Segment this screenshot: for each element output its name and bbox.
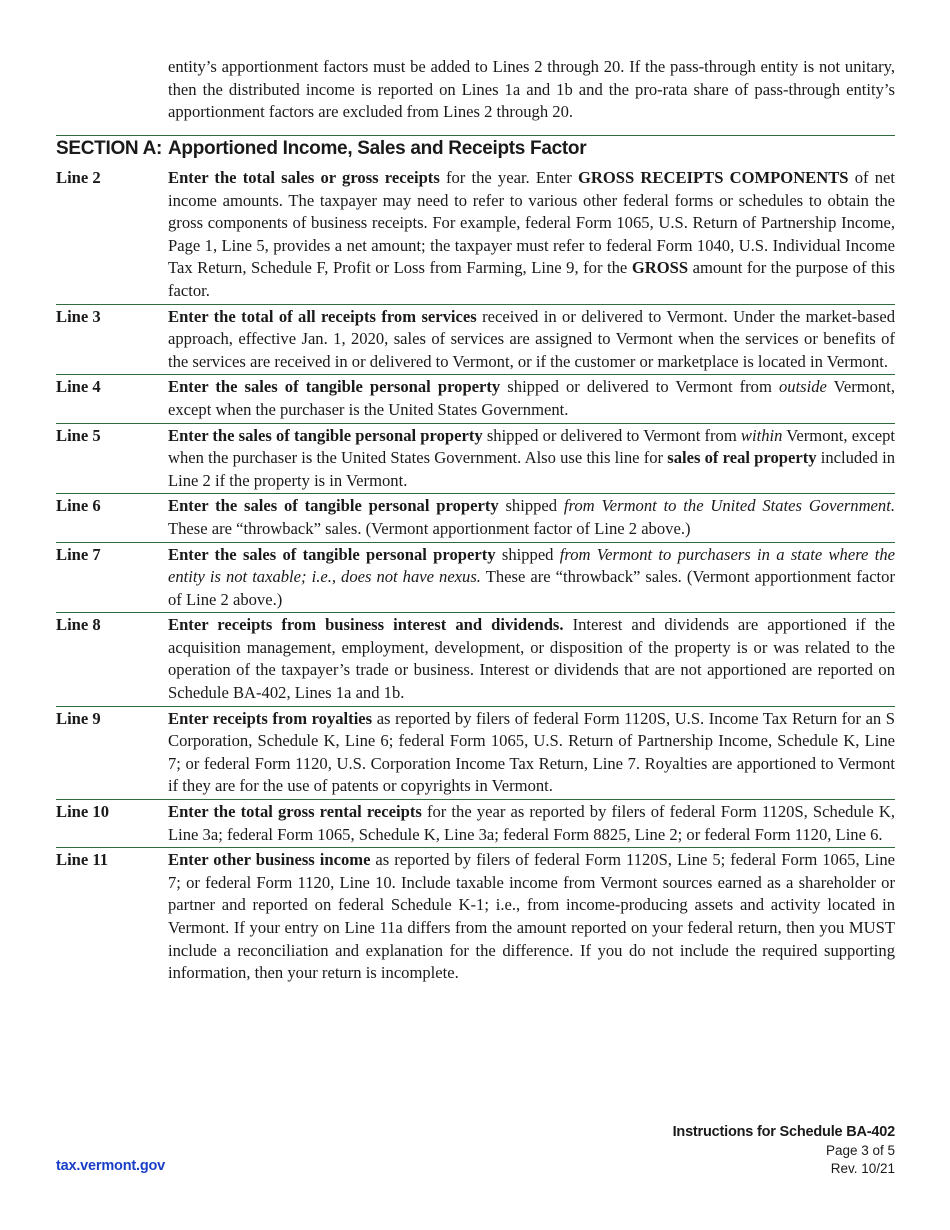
plain-text: Vermont, except when the purchaser is the United States Government. (168, 377, 895, 419)
plain-text: shipped or delivered to Vermont from (500, 377, 779, 397)
bold-text: Enter receipts from royalties (168, 708, 373, 728)
footer-title: Instructions for Schedule BA-402 (672, 1124, 895, 1140)
line-label: Line 3 (56, 306, 101, 326)
line-label: Line 5 (56, 425, 101, 445)
plain-text: for the year. Enter (439, 168, 578, 187)
section-title: Apportioned Income, Sales and Receipts Factor (168, 138, 587, 159)
line-text (168, 801, 895, 846)
plain-text: Interest and dividends are apportioned if the acquisition management, employment, development, or disposition of the property is or was related to the operation of the taxpayer’s trade or business. Interest or dividends that are not apportioned are reported on Schedule BA-402, Lines 1a and 1b. (168, 615, 895, 703)
bold-text: GROSS RECEIPTS COMPONENTS (578, 168, 849, 187)
bold-text: Enter the total gross rental receipts (168, 802, 422, 822)
line-label: Line 11 (56, 850, 109, 870)
line-instructions (56, 166, 895, 986)
line-text (168, 708, 895, 798)
bold-text: Enter the total sales or gross receipts (168, 168, 440, 187)
plain-text: of net income amounts. The taxpayer may need to refer to various other federal forms or schedules to obtain the gross components of business receipts. For example, federal Form 1065, U.S. Return of Partnership Income, Page 1, Line 5, provides a net amount; the taxpayer must refer to federal Form 1040, U.S. Individual Income Tax Return, Schedule F, Profit or Loss from Farming, Line 9, for the (168, 168, 895, 278)
plain-text: Vermont, except when the purchaser is the United States Government. Also use this line for (168, 425, 895, 468)
bold-text: Enter receipts from business interest and dividends. (168, 615, 564, 635)
line-label: Line 7 (56, 544, 101, 564)
italic-text: within (740, 425, 783, 445)
revision-date: Rev. 10/21 (830, 1161, 895, 1176)
line-label: Line 9 (56, 708, 101, 728)
italic-text: from Vermont to purchasers in a state where the entity is not taxable; i.e., does not have nexus. (168, 544, 895, 587)
bold-text: Enter the sales of tangible personal property (168, 496, 499, 516)
plain-text: for the year as reported by filers of federal Form 1120S, Schedule K, Line 3a; federal Form 1065, Schedule K, Line 3a; federal Form 8825, Line 2; or federal Form 1120, Line 6. (168, 802, 895, 844)
line-row (56, 612, 895, 705)
line-row (56, 423, 895, 494)
line-text (168, 544, 895, 612)
line-row (56, 847, 895, 986)
line-label: Line 8 (56, 615, 101, 635)
footer-info (673, 1122, 895, 1178)
bold-text: sales of real property (667, 448, 817, 468)
plain-text: included in Line 2 if the property is in Vermont. (168, 448, 895, 490)
plain-text: shipped (498, 496, 564, 516)
bold-text: Enter the sales of tangible personal property (168, 544, 496, 564)
page-number: Page 3 of 5 (825, 1143, 895, 1158)
plain-text: These are “throwback” sales. (Vermont apportionment factor of Line 2 above.) (168, 518, 691, 538)
line-label: Line 2 (56, 168, 101, 187)
bold-text: Enter the sales of tangible personal property (168, 425, 483, 445)
line-row (56, 542, 895, 613)
plain-text: as reported by filers of federal Form 1120S, U.S. Income Tax Return for an S Corporation, Schedule K, Line 6; federal Form 1065, U.S. Return of Partnership Income, Schedule K, Line 7; or federal Form 1120, U.S. Corporation Income Tax Return, Line 7. Royalties are apportioned to Vermont if they are for the use of patents or copyrights in Vermont. (168, 708, 896, 796)
line-row (56, 493, 895, 541)
line-label: Line 10 (56, 802, 110, 822)
plain-text: received in or delivered to Vermont. Under the market-based approach, effective Jan. 1, 2020, sales of services are assigned to Vermont when the services or benefits of the services are received in or delivered to Vermont, or if the customer or marketplace is located in Vermont. (168, 306, 895, 371)
italic-text: outside (778, 377, 827, 397)
plain-text: amount for the purpose of this factor. (168, 258, 895, 300)
website-link[interactable]: tax.vermont.gov (56, 1158, 165, 1174)
bold-text: Enter the total of all receipts from services (168, 306, 477, 326)
line-row (56, 374, 895, 422)
line-row (56, 799, 895, 847)
bold-text: GROSS (631, 258, 689, 278)
line-text (168, 167, 895, 303)
line-row (56, 166, 895, 304)
plain-text: shipped or delivered to Vermont from (482, 425, 741, 445)
bold-text: Enter the sales of tangible personal property (168, 377, 501, 397)
line-text (168, 425, 895, 493)
line-text (168, 376, 895, 421)
section-label: SECTION A: (56, 138, 163, 159)
plain-text: shipped (495, 544, 560, 564)
intro-paragraph: entity’s apportionment factors must be added to Lines 2 through 20. If the pass-through entity is not unitary, then the distributed income is reported on Lines 1a and 1b and the pro-rata share of pass-through entity’s apportionment factors are excluded from Lines 2 through 20. (168, 57, 895, 122)
plain-text: as reported by filers of federal Form 1120S, Line 5; federal Form 1065, Line 7; or federal Form 1120, Line 10. Include taxable income from Vermont sources earned as a shareholder or partner and reported on federal Schedule K-1; i.e., from income-producing assets and activity located in Vermont. If your entry on Line 11a differs from the amount reported on your federal return, then you MUST include a reconciliation and explanation for the difference. If you do not include the required supporting information, then your return is incomplete. (168, 850, 895, 983)
italic-text: from Vermont to the United States Government. (563, 496, 895, 516)
line-text (168, 849, 895, 985)
line-text (168, 306, 895, 374)
line-row (56, 304, 895, 375)
line-row (56, 706, 895, 799)
line-label: Line 6 (56, 496, 101, 516)
plain-text: These are “throwback” sales. (Vermont apportionment factor of Line 2 above.) (168, 567, 895, 609)
line-label: Line 4 (56, 377, 101, 397)
line-text (168, 495, 895, 540)
line-text (168, 614, 895, 704)
bold-text: Enter other business income (168, 850, 371, 870)
section-heading (56, 135, 895, 160)
